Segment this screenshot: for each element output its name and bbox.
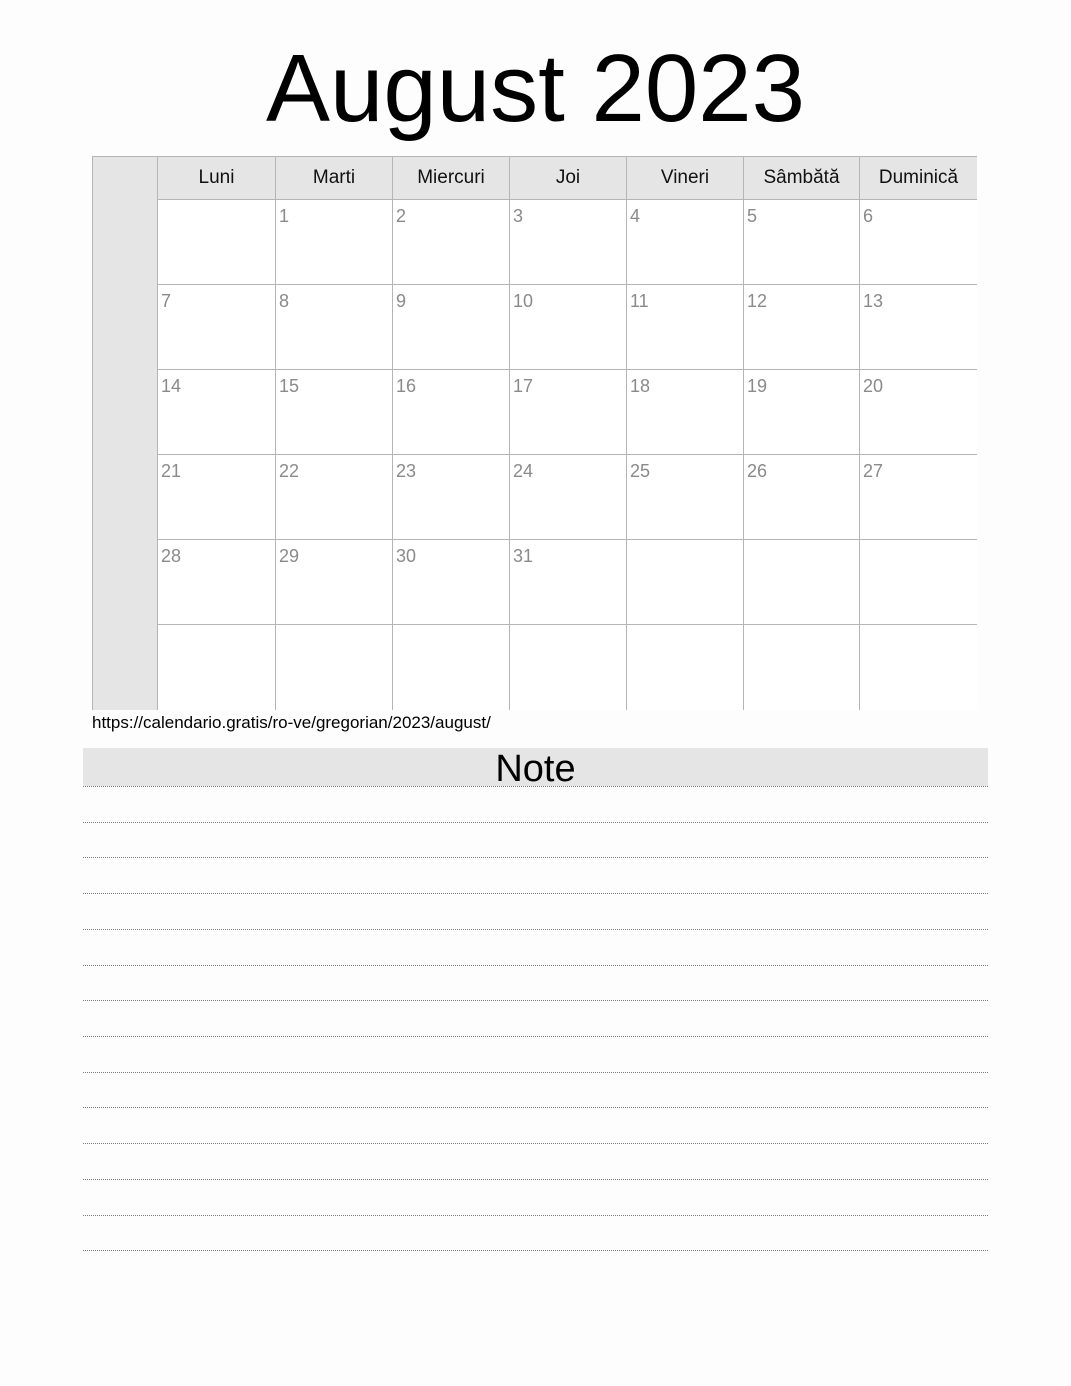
notes-title: Note: [83, 748, 988, 786]
day-cell: 15: [275, 370, 392, 455]
day-cell: 20: [859, 370, 977, 455]
day-cell: 6: [859, 200, 977, 285]
day-cell: 14: [158, 370, 275, 455]
day-cell: 3: [509, 200, 626, 285]
note-line: [83, 822, 988, 823]
day-cell: 26: [743, 455, 859, 540]
note-line: [83, 857, 988, 858]
day-cell: 18: [626, 370, 743, 455]
day-cell: 5: [743, 200, 859, 285]
day-cell: [859, 540, 977, 625]
weekday-header: Sâmbătă: [743, 157, 859, 200]
day-cell: 4: [626, 200, 743, 285]
note-line: [83, 929, 988, 930]
day-cell: [509, 625, 626, 710]
weekday-header: Miercuri: [392, 157, 509, 200]
weekday-header: Marti: [275, 157, 392, 200]
day-cell: [158, 625, 275, 710]
day-cell: [743, 540, 859, 625]
day-cell: 10: [509, 285, 626, 370]
day-cell: 22: [275, 455, 392, 540]
day-cell: 17: [509, 370, 626, 455]
day-cell: 30: [392, 540, 509, 625]
day-cell: 27: [859, 455, 977, 540]
day-cell: [859, 625, 977, 710]
day-cell: 13: [859, 285, 977, 370]
day-cell: 8: [275, 285, 392, 370]
day-cell: [158, 200, 275, 285]
page-title: August 2023: [265, 35, 806, 142]
day-cell: 2: [392, 200, 509, 285]
day-cell: 19: [743, 370, 859, 455]
week-number-column: [93, 157, 158, 710]
note-line: [83, 1143, 988, 1144]
day-cell: 16: [392, 370, 509, 455]
note-line: [83, 786, 988, 787]
day-cell: 21: [158, 455, 275, 540]
note-line: [83, 1036, 988, 1037]
day-cell: 23: [392, 455, 509, 540]
day-cell: [626, 625, 743, 710]
day-cell: 1: [275, 200, 392, 285]
day-cell: 29: [275, 540, 392, 625]
day-cell: 24: [509, 455, 626, 540]
day-cell: [275, 625, 392, 710]
day-cell: 7: [158, 285, 275, 370]
note-line: [83, 1107, 988, 1108]
note-line: [83, 1250, 988, 1251]
weekday-header: Duminică: [859, 157, 977, 200]
note-line: [83, 893, 988, 894]
note-line: [83, 1000, 988, 1001]
day-cell: 25: [626, 455, 743, 540]
day-cell: [626, 540, 743, 625]
weekday-header: Luni: [158, 157, 275, 200]
note-line: [83, 1072, 988, 1073]
weekday-header: Joi: [509, 157, 626, 200]
day-cell: [743, 625, 859, 710]
source-url: https://calendario.gratis/ro-ve/gregorian/2023/august/: [92, 713, 491, 732]
day-cell: 11: [626, 285, 743, 370]
day-cell: 31: [509, 540, 626, 625]
day-cell: [392, 625, 509, 710]
note-line: [83, 1179, 988, 1180]
weekday-header: Vineri: [626, 157, 743, 200]
day-cell: 28: [158, 540, 275, 625]
calendar-grid: [92, 156, 977, 710]
day-cell: 9: [392, 285, 509, 370]
note-line: [83, 1215, 988, 1216]
day-cell: 12: [743, 285, 859, 370]
note-line: [83, 965, 988, 966]
